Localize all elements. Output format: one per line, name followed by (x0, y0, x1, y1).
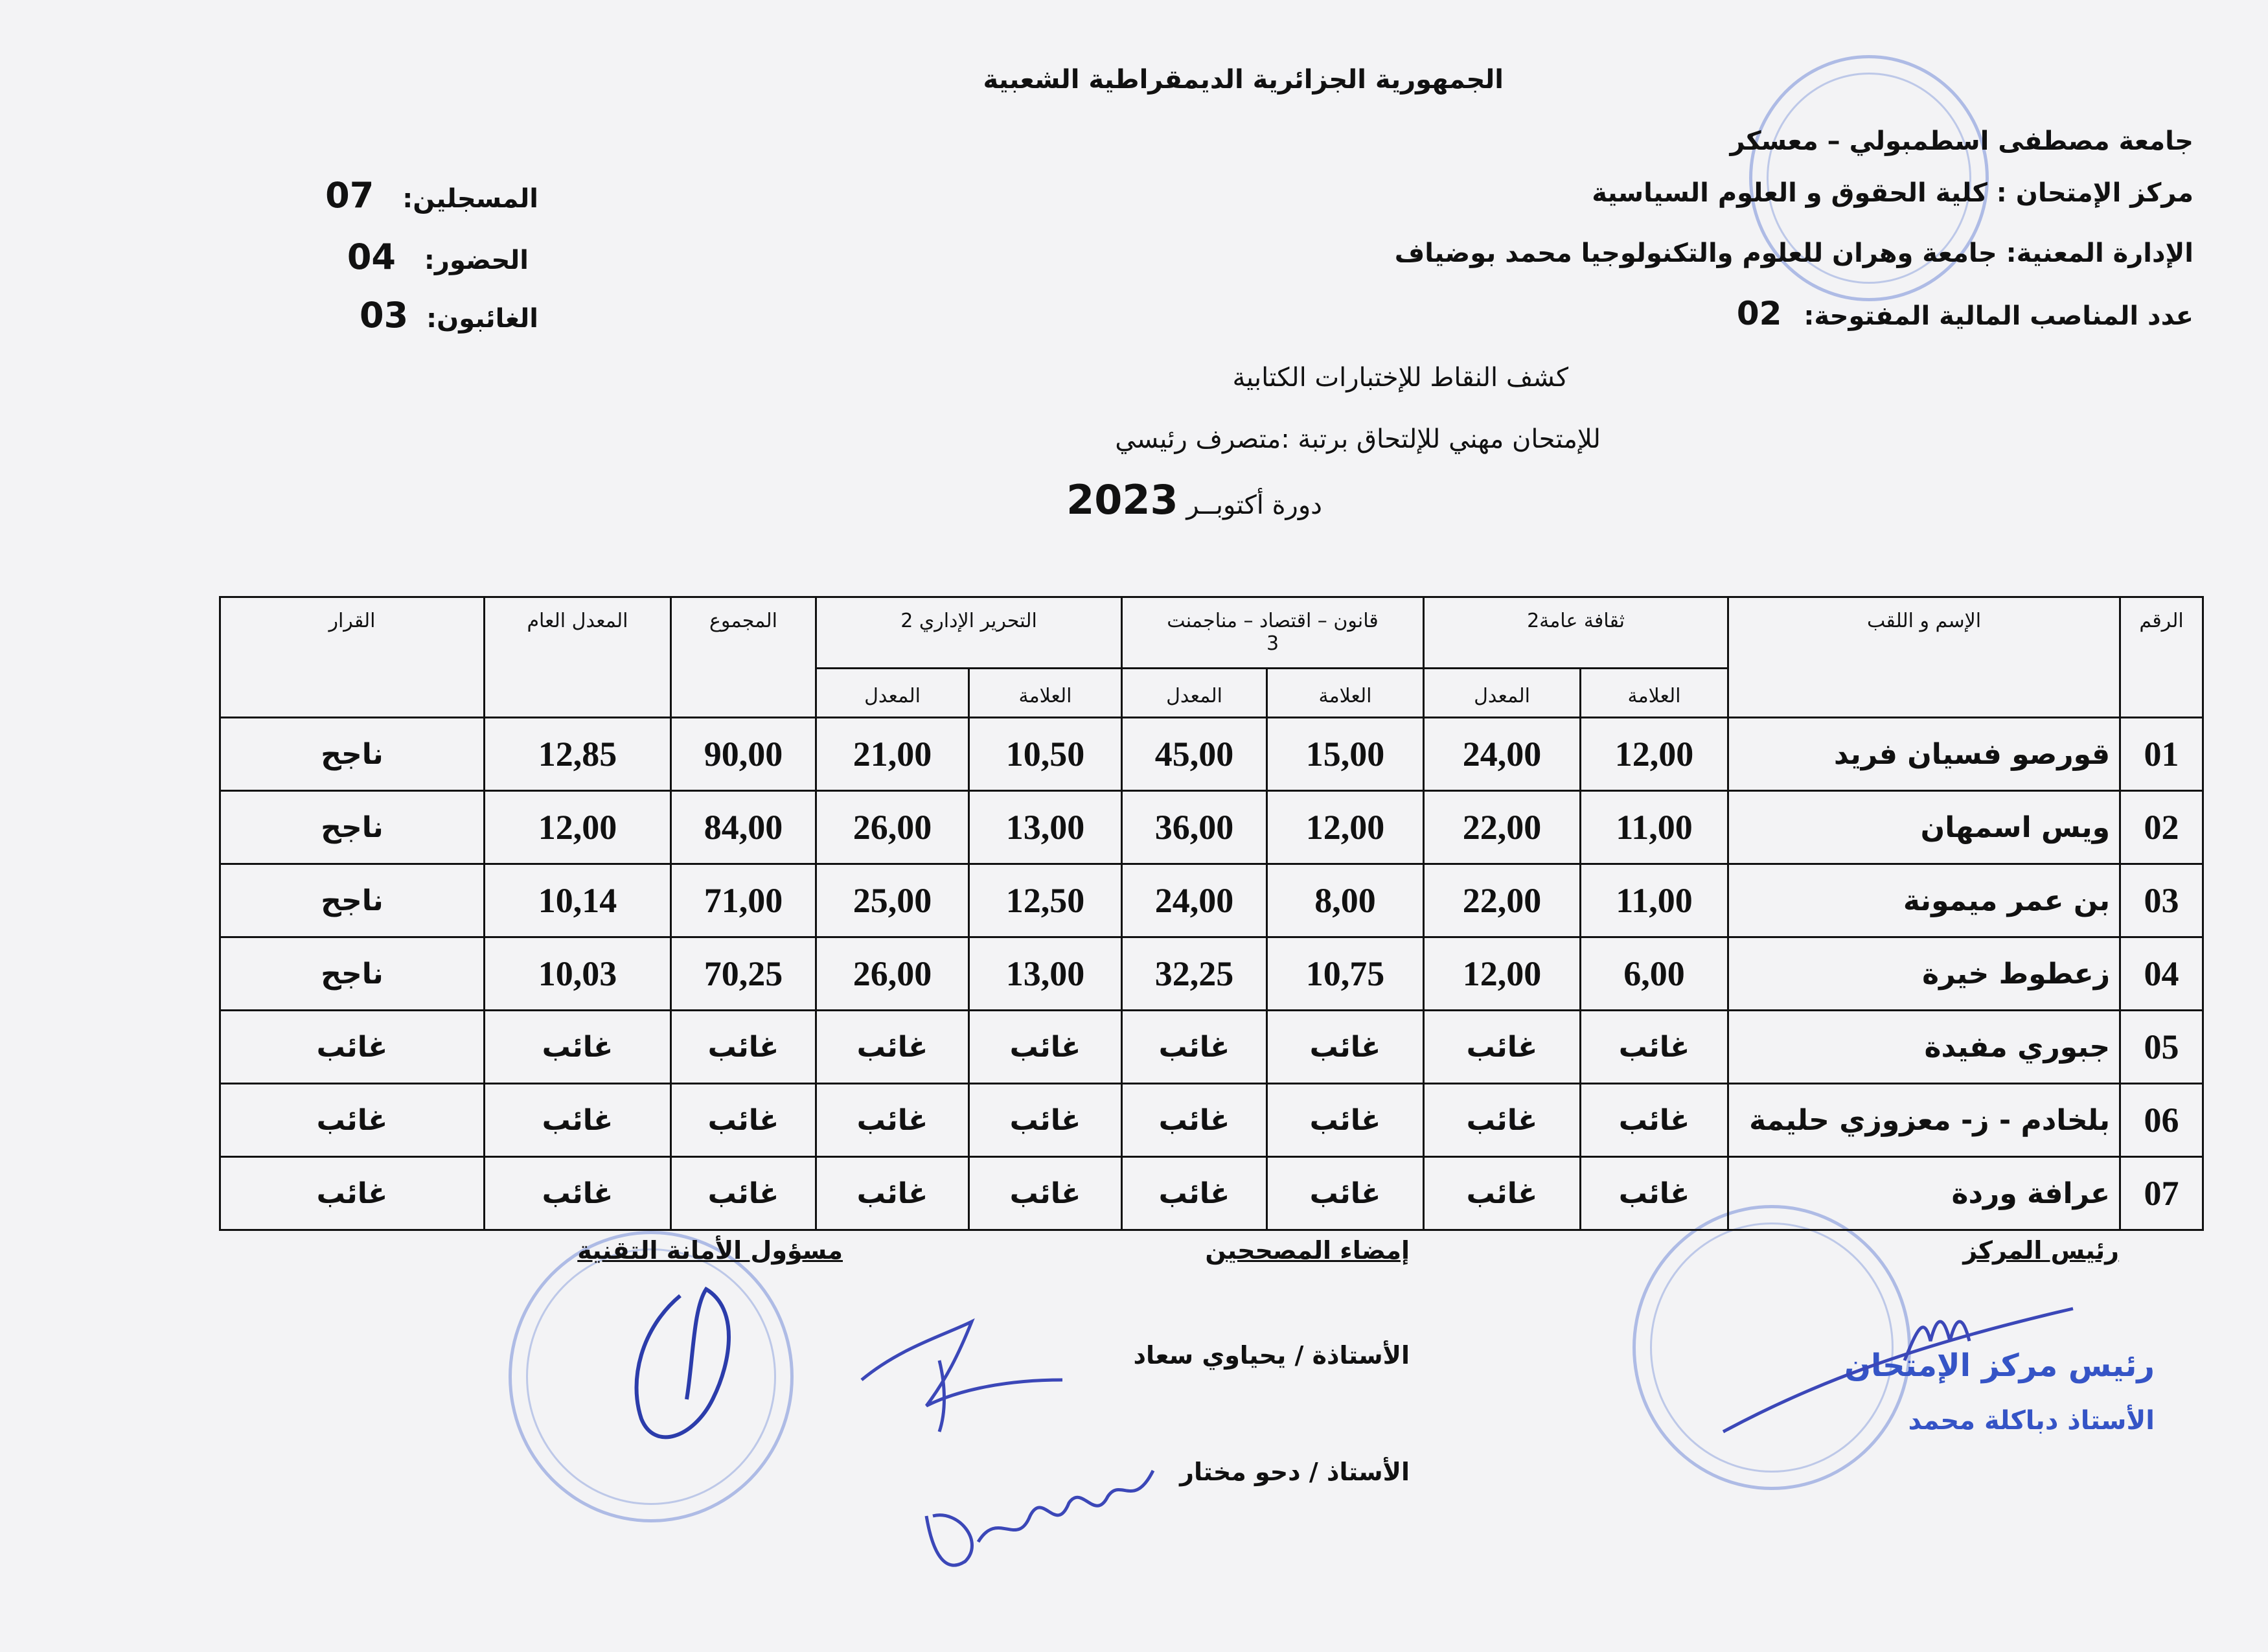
cell-name: جبوري مفيدة (1728, 1011, 2120, 1084)
signature-prof2 (920, 1432, 1166, 1581)
table-row (220, 718, 2203, 791)
cell-avg: 12,85 (485, 718, 671, 791)
cell-avg: 10,03 (485, 937, 671, 1011)
cell-total: غائب (671, 1011, 816, 1084)
cell-l2: غائب (1122, 1011, 1267, 1084)
header-writing: التحرير الإداري 2 (816, 597, 1122, 669)
cell-w2: غائب (816, 1157, 969, 1230)
professor-1: الأستاذة / يحياوي سعاد (1133, 1341, 1410, 1370)
header-law-grade: العلامة (1267, 669, 1424, 718)
cell-l1: غائب (1267, 1011, 1424, 1084)
header-law (1122, 597, 1424, 669)
table-row (220, 864, 2203, 937)
header-culture: ثقافة عامة2 (1424, 597, 1728, 669)
cell-w2: 26,00 (816, 937, 969, 1011)
cell-w2: غائب (816, 1011, 969, 1084)
cell-total: 84,00 (671, 791, 816, 864)
cell-l2: 45,00 (1122, 718, 1267, 791)
open-positions-value: 02 (1736, 295, 1782, 332)
cell-decision: ناجح (220, 791, 485, 864)
cell-total: غائب (671, 1084, 816, 1157)
cell-l1: 10,75 (1267, 937, 1424, 1011)
cell-name: بن عمر ميمونة (1728, 864, 2120, 937)
cell-c1: 6,00 (1581, 937, 1728, 1011)
open-positions-label: عدد المناصب المالية المفتوحة: (1804, 301, 2194, 331)
cell-decision: غائب (220, 1157, 485, 1230)
header-writing-weighted: المعدل (816, 669, 969, 718)
cell-total: 90,00 (671, 718, 816, 791)
cell-c2: 22,00 (1424, 791, 1581, 864)
cell-w2: 25,00 (816, 864, 969, 937)
exam-center: مركز الإمتحان : كلية الحقوق و العلوم السياسية (1592, 178, 2194, 208)
cell-num: 06 (2120, 1084, 2203, 1157)
correctors-label: إمضاء المصححين (1205, 1236, 1410, 1265)
cell-name: قورصو فسيان فريد (1728, 718, 2120, 791)
tech-secretariat-label: مسؤول الأمانة التقنية (577, 1236, 843, 1265)
cell-l1: 15,00 (1267, 718, 1424, 791)
cell-w1: 10,50 (969, 718, 1122, 791)
open-positions (1737, 295, 2194, 332)
cell-name: عرافة وردة (1728, 1157, 2120, 1230)
cell-num: 05 (2120, 1011, 2203, 1084)
cell-num: 01 (2120, 718, 2203, 791)
cell-c1: غائب (1581, 1011, 1728, 1084)
header-decision: القرار (220, 597, 485, 718)
table-row (220, 1084, 2203, 1157)
cell-c1: 11,00 (1581, 791, 1728, 864)
signature-prof1 (849, 1309, 1082, 1438)
cell-w1: غائب (969, 1157, 1122, 1230)
header-total: المجموع (671, 597, 816, 718)
administration: الإدارة المعنية: جامعة وهران للعلوم والتكنولوجيا محمد بوضياف (1394, 238, 2194, 268)
cell-avg: غائب (485, 1157, 671, 1230)
cell-num: 04 (2120, 937, 2203, 1011)
registered-count (325, 175, 538, 216)
absent-value: 03 (360, 295, 409, 336)
header-culture-grade: العلامة (1581, 669, 1728, 718)
header-culture-weighted: المعدل (1424, 669, 1581, 718)
center-head-label: رئيس المركز (1963, 1236, 2119, 1265)
cell-num: 03 (2120, 864, 2203, 937)
header-writing-grade: العلامة (969, 669, 1122, 718)
cell-name: ويس اسمهان (1728, 791, 2120, 864)
cell-l2: 36,00 (1122, 791, 1267, 864)
professor-2: الأستاذ / دحو مختار (1180, 1458, 1410, 1486)
cell-total: غائب (671, 1157, 816, 1230)
signature-center-head (1710, 1302, 2099, 1451)
present-value: 04 (347, 236, 396, 277)
registered-label: المسجلين: (402, 184, 538, 214)
cell-avg: غائب (485, 1084, 671, 1157)
registered-value: 07 (325, 175, 374, 216)
cell-w2: غائب (816, 1084, 969, 1157)
cell-c1: 11,00 (1581, 864, 1728, 937)
stamp-title: رئيس مركز الإمتحان (1844, 1348, 2155, 1384)
cell-decision: ناجح (220, 864, 485, 937)
cell-c1: غائب (1581, 1157, 1728, 1230)
table-row (220, 1011, 2203, 1084)
cell-l2: غائب (1122, 1157, 1267, 1230)
cell-l1: غائب (1267, 1084, 1424, 1157)
header-name: الإسم و اللقب (1728, 597, 2120, 718)
cell-num: 07 (2120, 1157, 2203, 1230)
cell-avg: غائب (485, 1011, 671, 1084)
cell-w2: 26,00 (816, 791, 969, 864)
cell-l2: 32,25 (1122, 937, 1267, 1011)
cell-num: 02 (2120, 791, 2203, 864)
table-row (220, 791, 2203, 864)
cell-w1: 13,00 (969, 791, 1122, 864)
cell-avg: 12,00 (485, 791, 671, 864)
cell-w1: 12,50 (969, 864, 1122, 937)
cell-c2: غائب (1424, 1011, 1581, 1084)
cell-c2: 24,00 (1424, 718, 1581, 791)
absent-count (360, 295, 538, 336)
session-label: دورة أكتوبــر (1186, 490, 1322, 520)
session (1066, 476, 1322, 523)
cell-c2: 22,00 (1424, 864, 1581, 937)
grades-table (219, 596, 2204, 1231)
cell-total: 71,00 (671, 864, 816, 937)
republic-title: الجمهورية الجزائرية الديمقراطية الشعبية (983, 65, 1504, 95)
table-row (220, 1157, 2203, 1230)
cell-l1: 12,00 (1267, 791, 1424, 864)
cell-w1: 13,00 (969, 937, 1122, 1011)
exam-description: للإمتحان مهني للإلتحاق برتبة :متصرف رئيسي (1115, 424, 1601, 454)
document-title: كشف النقاط للإختبارات الكتابية (1232, 363, 1568, 393)
cell-c2: 12,00 (1424, 937, 1581, 1011)
cell-l2: 24,00 (1122, 864, 1267, 937)
present-count (347, 236, 529, 277)
signature-tech-secretariat (602, 1270, 771, 1464)
cell-decision: ناجح (220, 937, 485, 1011)
cell-name: زعطوط خيرة (1728, 937, 2120, 1011)
header-law-coef: 3 (1266, 632, 1279, 655)
table-row (220, 937, 2203, 1011)
session-year: 2023 (1066, 476, 1178, 523)
stamp-name: الأستاذ دباكلة محمد (1908, 1406, 2155, 1436)
present-label: الحضور: (424, 246, 529, 275)
cell-avg: 10,14 (485, 864, 671, 937)
cell-name: بلخادم - ز- معزوزي حليمة (1728, 1084, 2120, 1157)
header-law-weighted: المعدل (1122, 669, 1267, 718)
absent-label: الغائبون: (426, 304, 538, 334)
cell-total: 70,25 (671, 937, 816, 1011)
header-law-label: قانون – اقتصاد – مناجمنت (1167, 610, 1379, 632)
university-name: جامعة مصطفى اسطمبولي – معسكر (1730, 126, 2194, 156)
header-average: المعدل العام (485, 597, 671, 718)
cell-w1: غائب (969, 1011, 1122, 1084)
cell-decision: غائب (220, 1011, 485, 1084)
cell-c1: غائب (1581, 1084, 1728, 1157)
cell-c2: غائب (1424, 1157, 1581, 1230)
cell-l1: 8,00 (1267, 864, 1424, 937)
cell-decision: غائب (220, 1084, 485, 1157)
cell-c2: غائب (1424, 1084, 1581, 1157)
cell-l1: غائب (1267, 1157, 1424, 1230)
header-num: الرقم (2120, 597, 2203, 718)
cell-w1: غائب (969, 1084, 1122, 1157)
cell-l2: غائب (1122, 1084, 1267, 1157)
cell-decision: ناجح (220, 718, 485, 791)
cell-w2: 21,00 (816, 718, 969, 791)
cell-c1: 12,00 (1581, 718, 1728, 791)
